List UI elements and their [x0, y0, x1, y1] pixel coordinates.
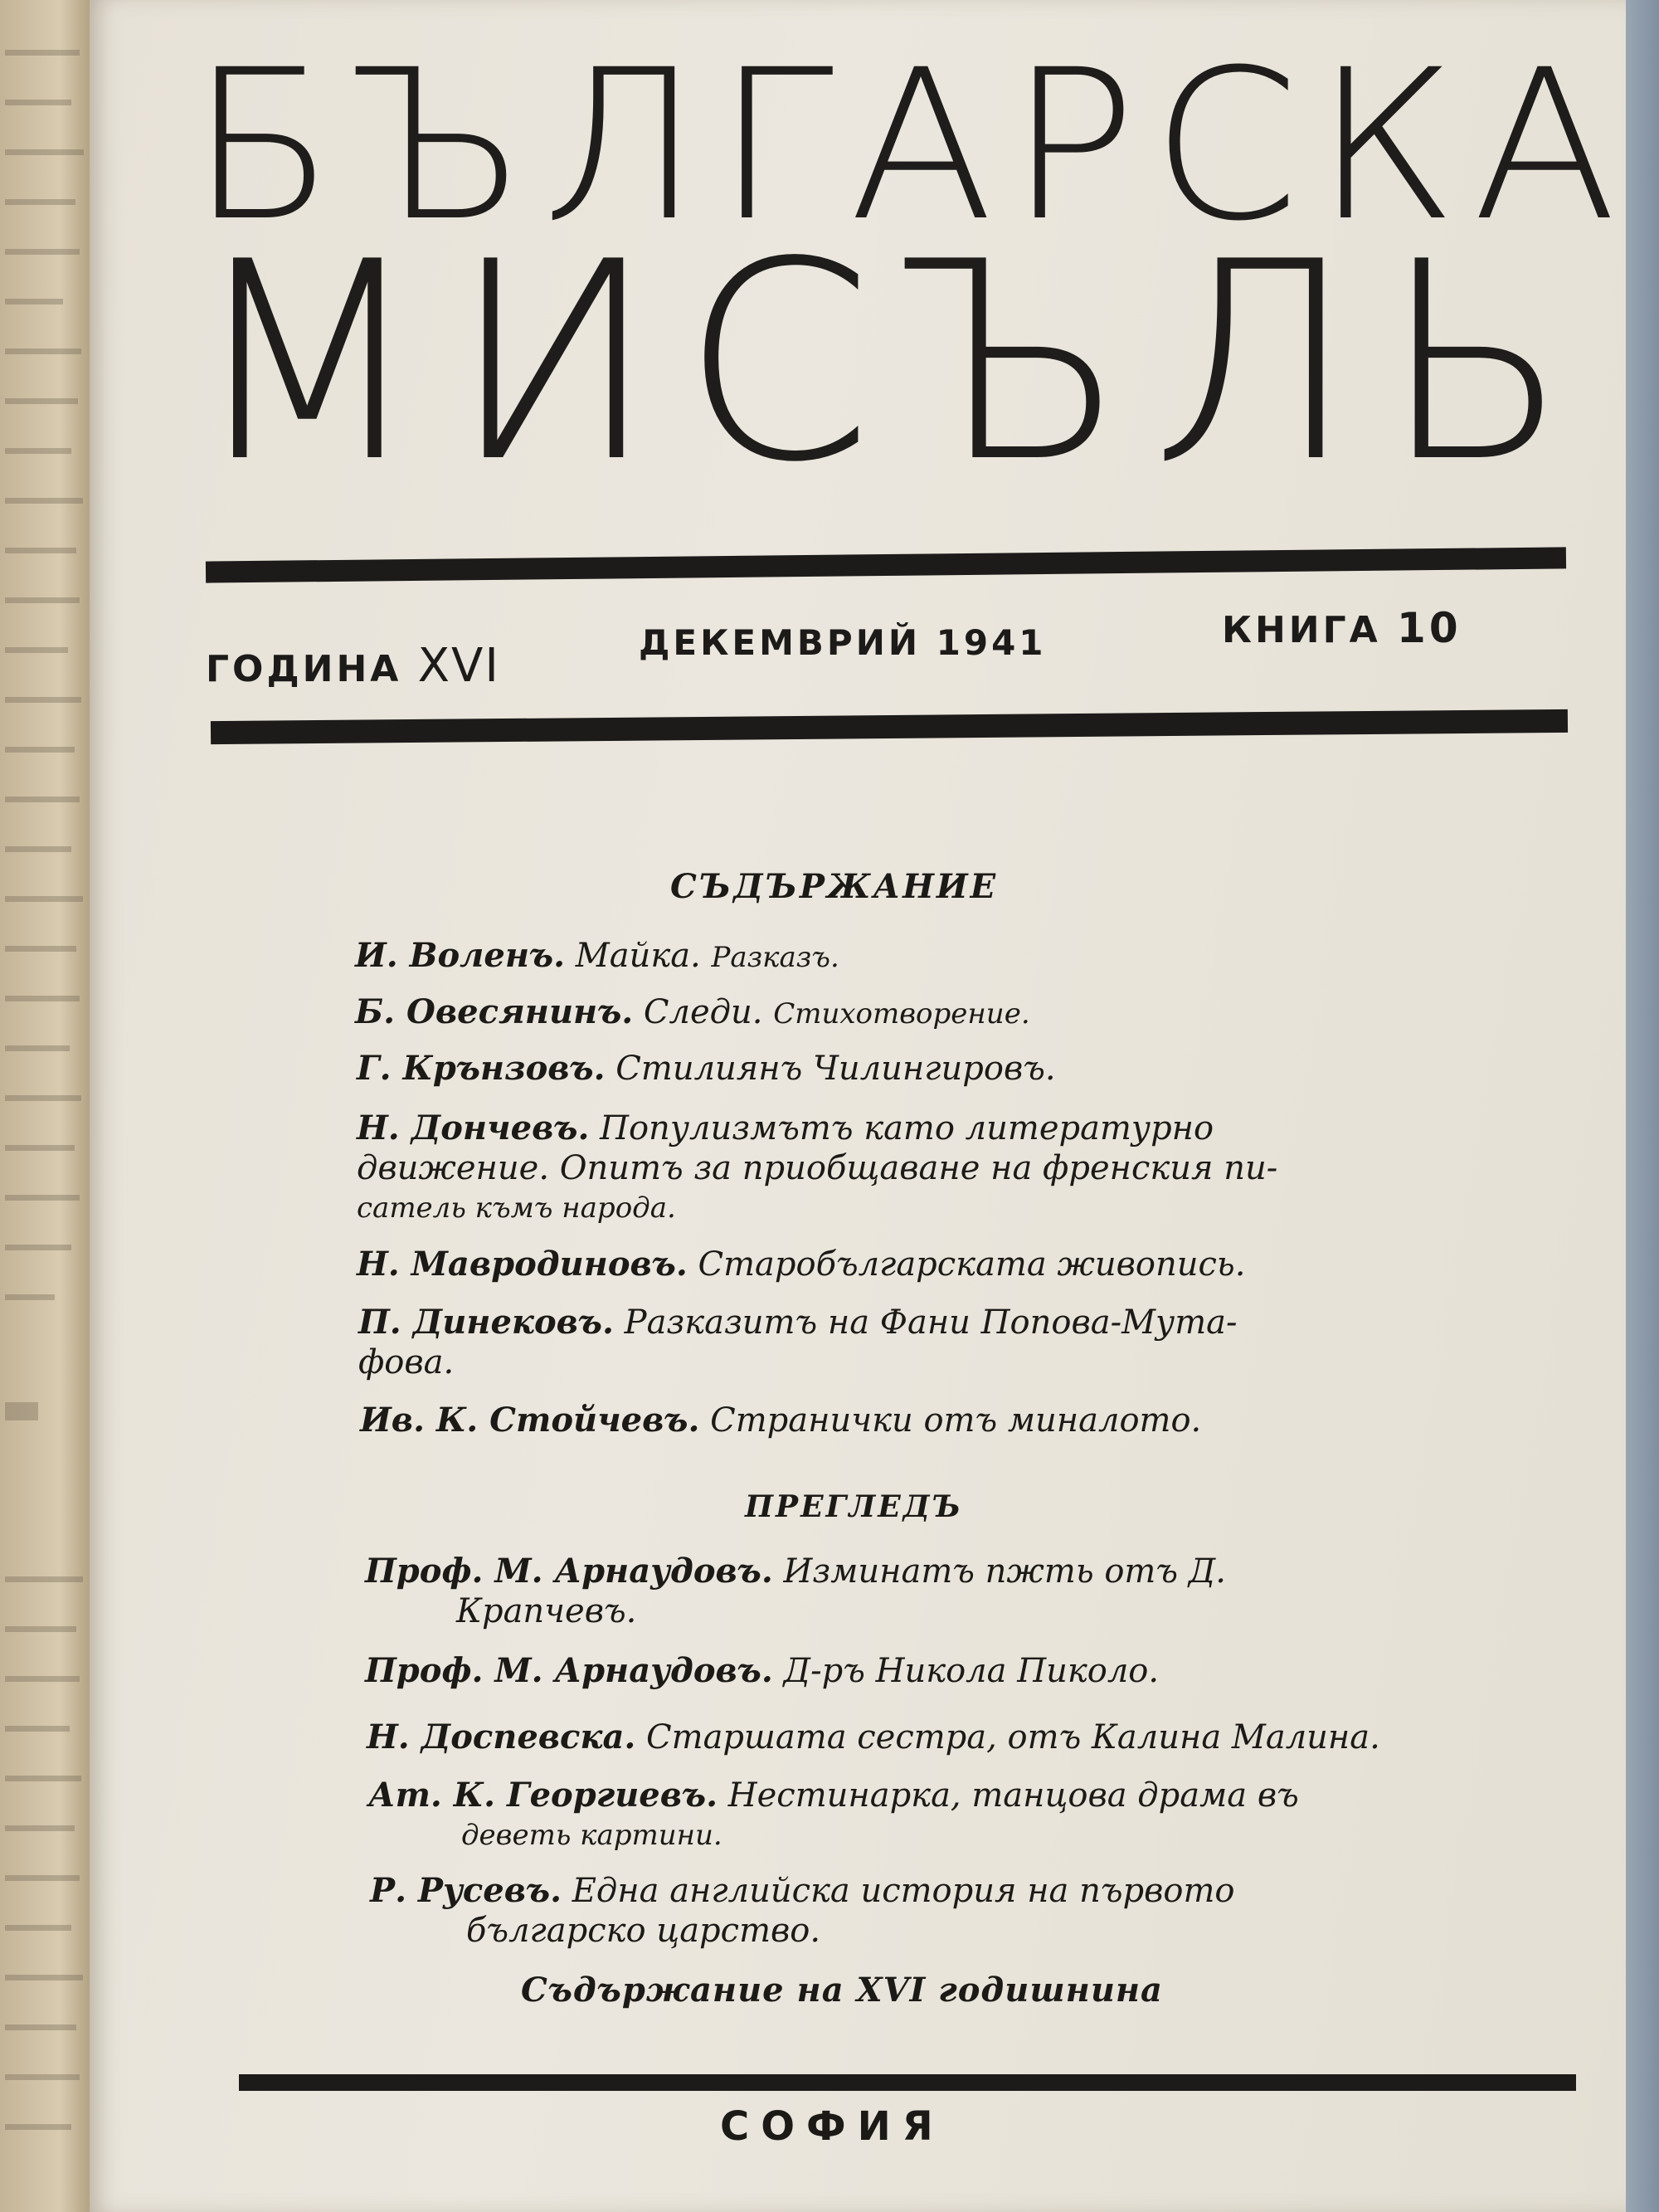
annual-contents: Съдържание на XVI годишнина: [521, 1971, 1163, 2010]
magazine-title-line2: МИСЪЛЬ: [189, 203, 1594, 522]
review-heading: ПРЕГЛЕДЪ: [745, 1489, 964, 1524]
toc-entry: И. Воленъ. Майка. Разказъ.: [355, 936, 839, 975]
year-label: ГОДИНА: [206, 648, 402, 690]
adjacent-page-edge: [0, 0, 100, 2212]
review-entry: Ат. К. Георгиевъ. Нестинарка, танцова драма въ деветь картини.: [368, 1776, 1299, 1852]
bottom-rule: [239, 2074, 1576, 2091]
review-entry: Проф. М. Арнаудовъ. Изминатъ пжть отъ Д. Крапчевъ.: [365, 1552, 1226, 1630]
book-number: 10: [1397, 604, 1462, 652]
toc-entry: Н. Мавродиновъ. Старобългарската живопись.: [357, 1245, 1246, 1284]
toc-entry: Б. Овесянинъ. Следи. Стихотворение.: [355, 992, 1030, 1031]
city-imprint: СОФИЯ: [720, 2103, 945, 2150]
issue-year: [206, 639, 500, 693]
top-rule: [206, 547, 1566, 582]
magazine-page: [90, 0, 1632, 2212]
review-entry: Проф. М. Арнаудовъ. Д-ръ Никола Пиколо.: [365, 1651, 1160, 1690]
background-edge: [1626, 0, 1659, 2212]
middle-rule: [211, 709, 1568, 744]
issue-date: ДЕКЕМВРИЙ 1941: [639, 622, 1047, 663]
toc-entry: Ив. К. Стойчевъ. Странички отъ миналото.: [360, 1401, 1202, 1440]
book-label: КНИГА: [1222, 609, 1381, 651]
contents-heading: СЪДЪРЖАНИЕ: [670, 867, 999, 906]
magazine-title-line1: БЪЛГАРСКА: [189, 25, 1632, 266]
review-entry: Р. Русевъ. Една английска история на първото българско царство.: [370, 1871, 1235, 1950]
year-roman: XVI: [417, 639, 500, 693]
toc-entry: Н. Дончевъ. Популизмътъ като литературно движение. Опитъ за приобщаване на френския пи- сатель къмъ народа.: [357, 1108, 1278, 1225]
toc-entry: Г. Крънзовъ. Стилиянъ Чилингировъ.: [357, 1049, 1056, 1088]
toc-entry: П. Динековъ. Разказитъ на Фани Попова-Мута- фова.: [358, 1303, 1238, 1381]
issue-book: [1222, 604, 1462, 652]
review-entry: Н. Доспевска. Старшата сестра, отъ Калина Малина.: [367, 1717, 1380, 1756]
